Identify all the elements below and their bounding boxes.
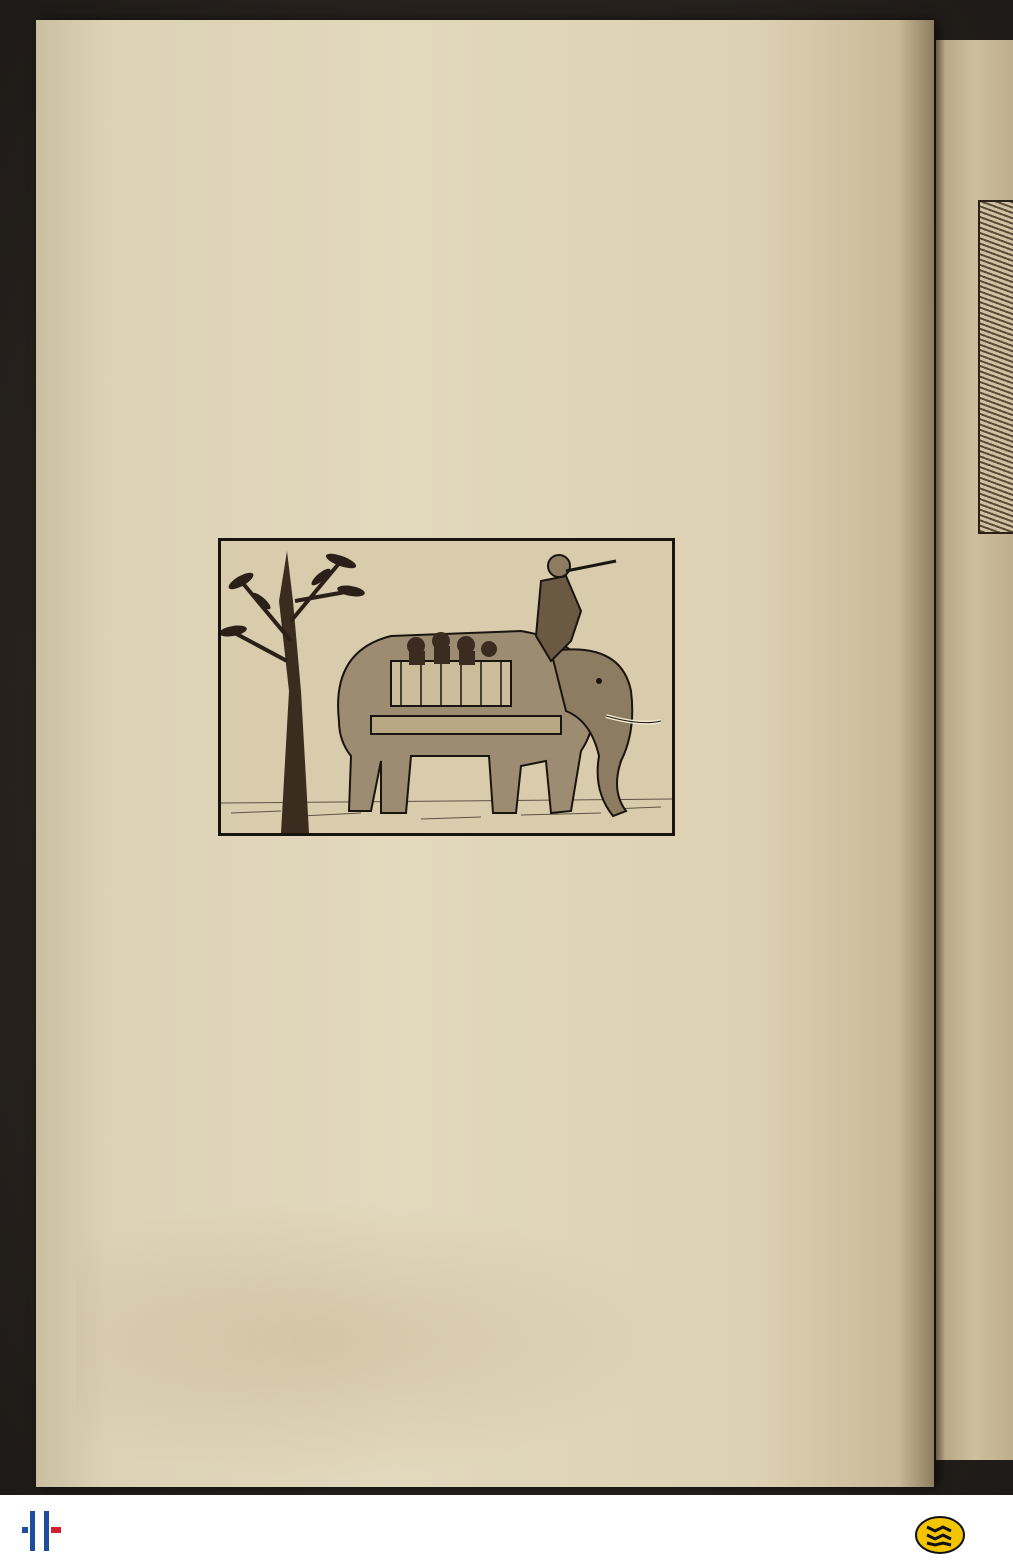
- elephant-woodcut-illustration: [218, 538, 675, 836]
- woodcut-drawing: [221, 541, 672, 833]
- coat-of-arms-icon: [915, 1515, 965, 1555]
- sponsor-badge: [880, 1499, 1000, 1537]
- university-library-logo-icon: [20, 1509, 66, 1555]
- viewer-footer: [0, 1495, 1013, 1567]
- facing-page-woodcut: [978, 200, 1013, 534]
- paper-stain: [76, 1200, 676, 1480]
